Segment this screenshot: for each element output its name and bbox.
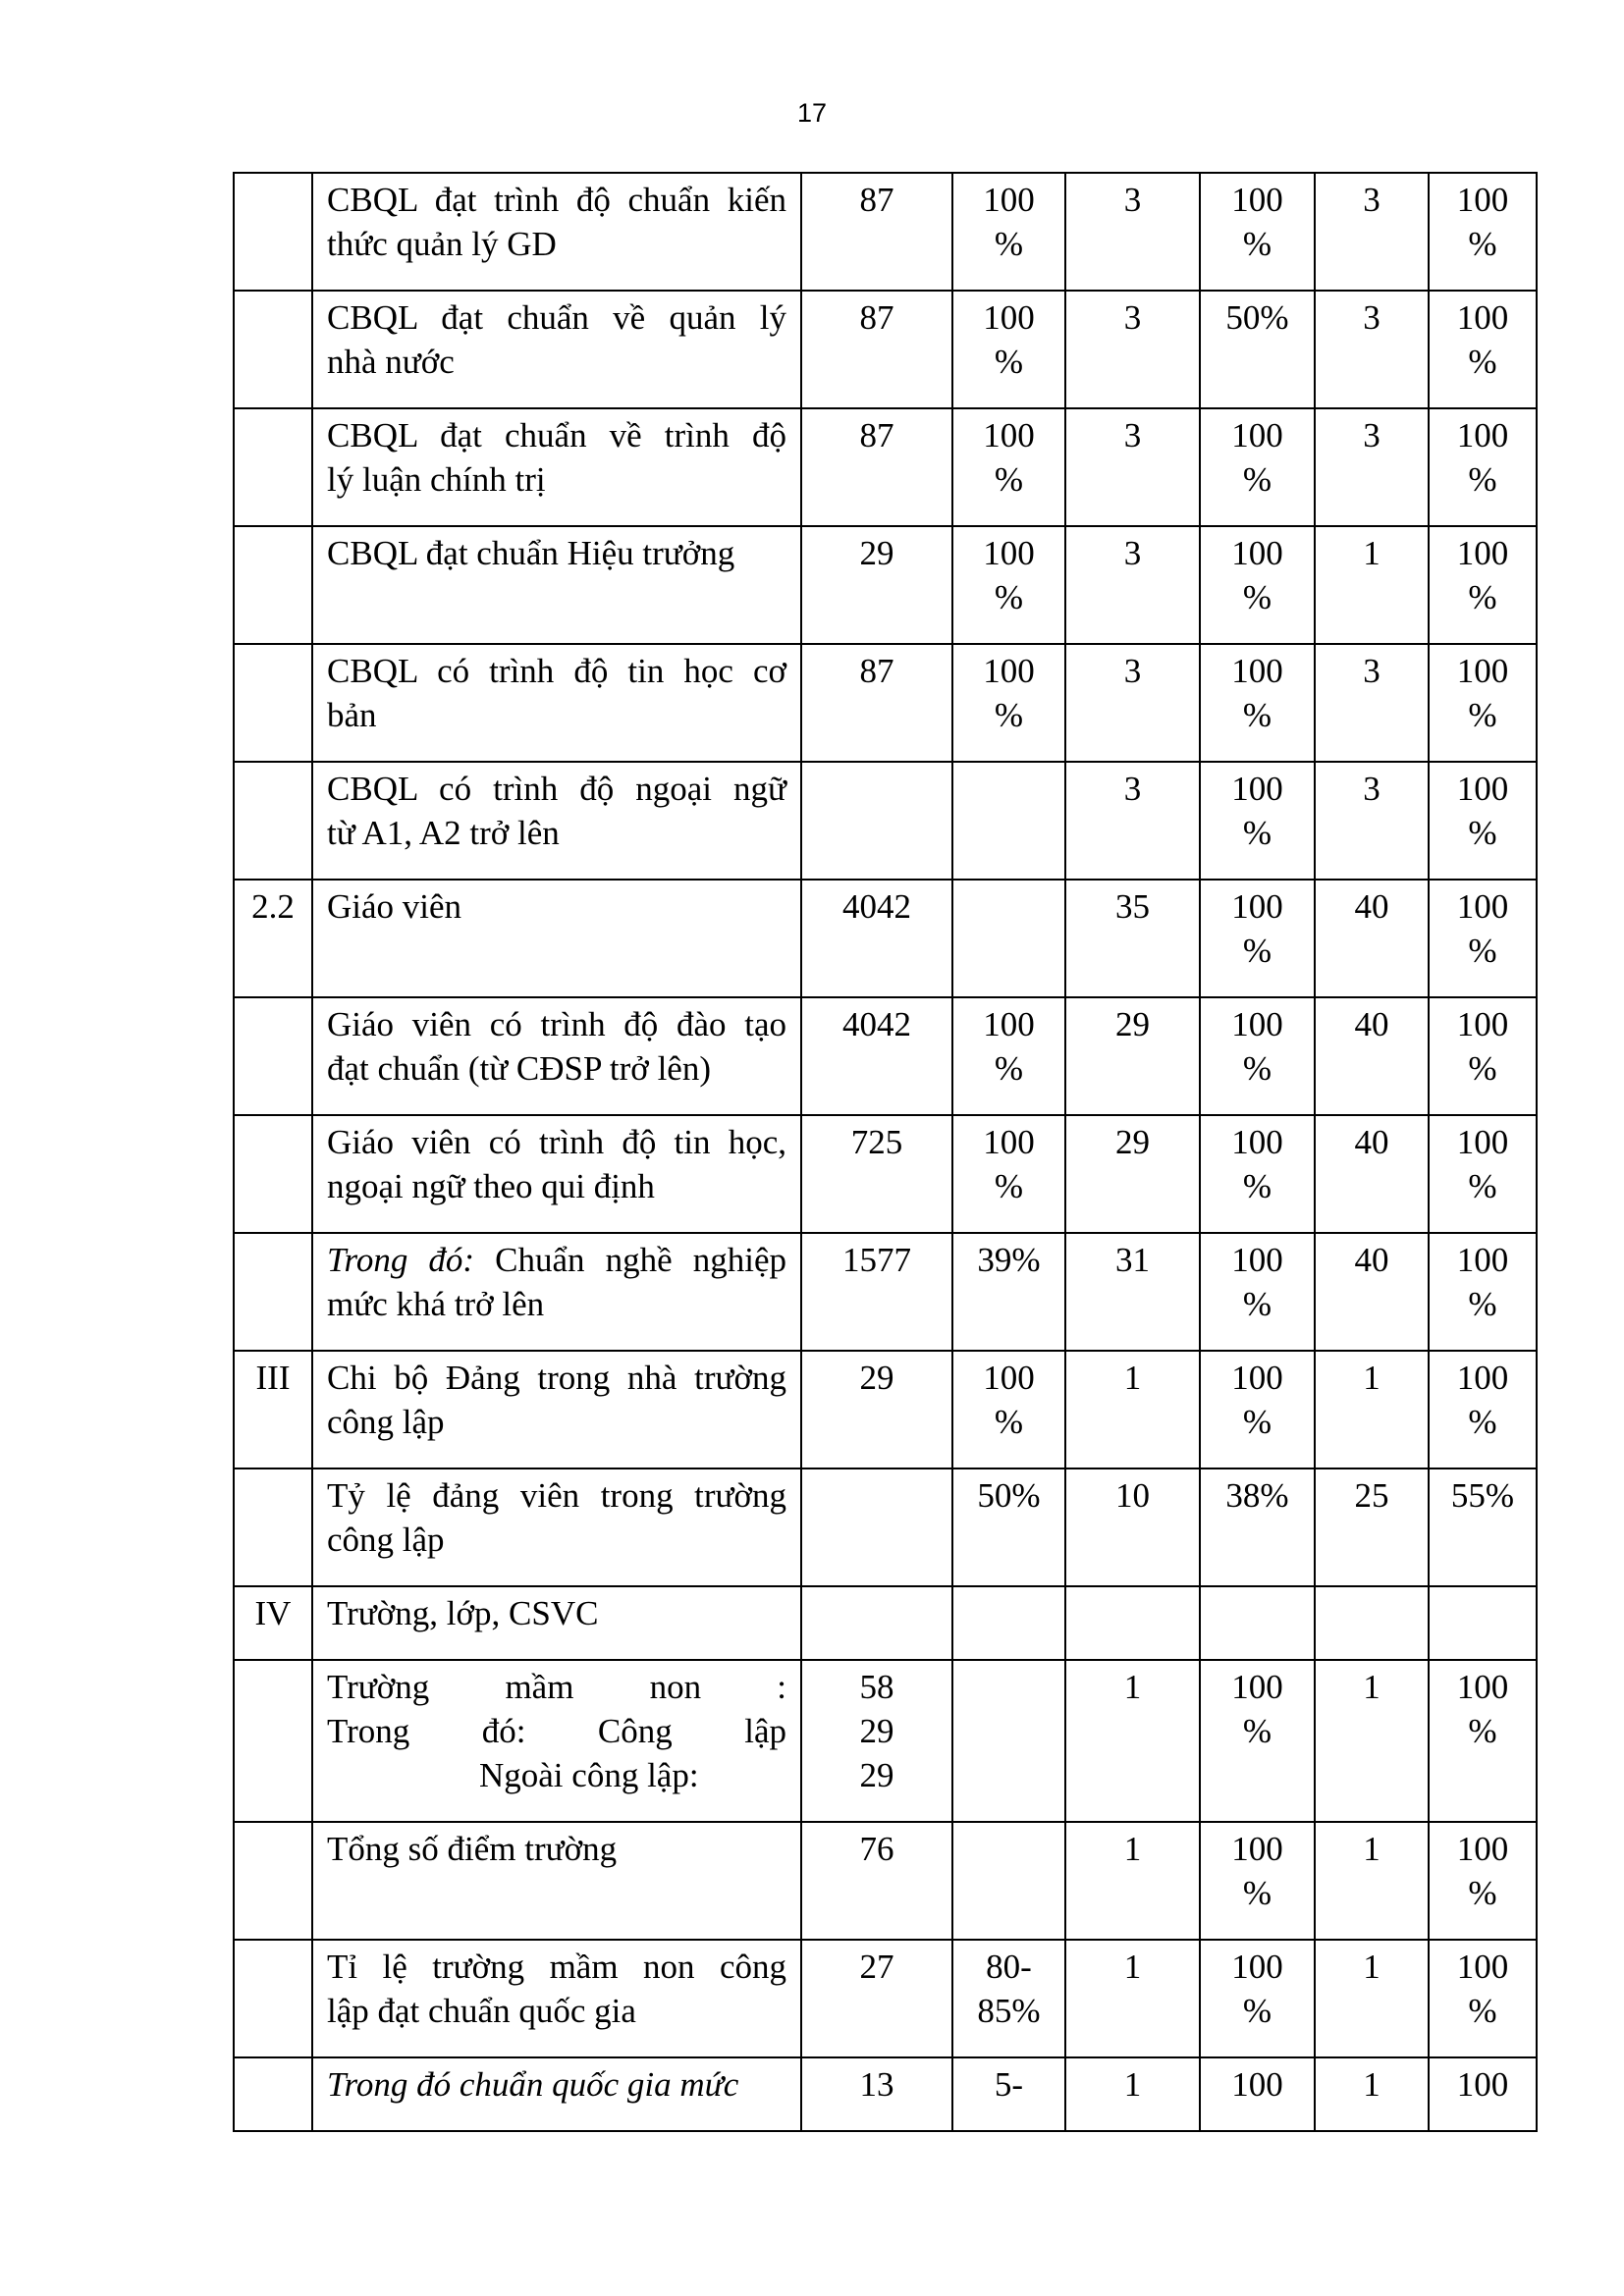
- percent-target-b-line: %: [1468, 578, 1497, 616]
- value-target-b: 40: [1315, 1115, 1429, 1233]
- row-description: [312, 997, 801, 1115]
- percent-target-b-line: 100: [1456, 298, 1509, 337]
- percent-target-a-line: 38%: [1225, 1476, 1289, 1515]
- description-line: lập đạt chuẩn quốc gia: [327, 1992, 636, 2030]
- percent-2020-line: 100: [983, 1005, 1035, 1043]
- table-row: [234, 526, 1537, 644]
- value-target-a: 1: [1065, 2057, 1200, 2131]
- row-description: [312, 1351, 801, 1468]
- table-row: [234, 1660, 1537, 1822]
- description-line: Tỷ lệ đảng viên trong trường: [327, 1476, 786, 1515]
- percent-target-a: [1200, 1940, 1315, 2057]
- value-target-a: 3: [1065, 526, 1200, 644]
- percent-target-a-line: %: [1242, 1992, 1272, 2030]
- description-line: Chi bộ Đảng trong nhà trường: [327, 1359, 786, 1397]
- description-line: Trường, lớp, CSVC: [327, 1594, 599, 1632]
- row-number: [234, 2057, 312, 2131]
- percent-target-b: [1429, 173, 1537, 291]
- percent-target-a-line: 50%: [1225, 298, 1289, 337]
- percent-target-a-line: 100: [1231, 181, 1283, 219]
- value-2020: 87: [801, 291, 952, 408]
- percent-target-a-line: %: [1242, 578, 1272, 616]
- percent-target-a-line: %: [1242, 814, 1272, 852]
- percent-target-b: [1429, 1351, 1537, 1468]
- value-target-a: 35: [1065, 880, 1200, 997]
- table-row: [234, 1822, 1537, 1940]
- value-target-a: 3: [1065, 644, 1200, 762]
- percent-2020-line: 100: [983, 1123, 1035, 1161]
- table-row: [234, 291, 1537, 408]
- percent-target-b-line: 100: [1456, 1123, 1509, 1161]
- value-target-a: 10: [1065, 1468, 1200, 1586]
- row-number: [234, 291, 312, 408]
- percent-target-b: [1429, 1115, 1537, 1233]
- percent-target-a-line: 100: [1231, 1359, 1283, 1397]
- value-target-a: 3: [1065, 291, 1200, 408]
- value-2020: 13: [801, 2057, 952, 2131]
- value-2020: [801, 762, 952, 880]
- percent-2020: [952, 1115, 1065, 1233]
- value-2020: 725: [801, 1115, 952, 1233]
- value-target-a: 3: [1065, 173, 1200, 291]
- value-target-b: 25: [1315, 1468, 1429, 1586]
- percent-2020: [952, 997, 1065, 1115]
- value-target-b: 1: [1315, 1822, 1429, 1940]
- value-target-b: 3: [1315, 408, 1429, 526]
- value-2020-line: 58: [859, 1668, 894, 1706]
- value-2020: 29: [801, 526, 952, 644]
- percent-target-a: [1200, 1822, 1315, 1940]
- row-description: [312, 762, 801, 880]
- percent-target-a-line: %: [1242, 696, 1272, 734]
- row-number: 2.2: [234, 880, 312, 997]
- value-2020: 1577: [801, 1233, 952, 1351]
- value-2020: 87: [801, 644, 952, 762]
- value-target-b: 3: [1315, 762, 1429, 880]
- value-target-b: 1: [1315, 1351, 1429, 1468]
- percent-2020-line: 80-: [986, 1948, 1032, 1986]
- value-target-b: [1315, 1586, 1429, 1660]
- percent-2020: [952, 173, 1065, 291]
- row-description: [312, 1822, 801, 1940]
- percent-target-b-line: 100: [1456, 1241, 1509, 1279]
- percent-target-b: [1429, 1586, 1537, 1660]
- row-description: [312, 1940, 801, 2057]
- description-line: đạt chuẩn (từ CĐSP trở lên): [327, 1049, 711, 1088]
- description-line: Giáo viên: [327, 887, 462, 926]
- percent-target-b-line: %: [1468, 1049, 1497, 1088]
- percent-target-b-line: 100: [1456, 770, 1509, 808]
- percent-target-b: [1429, 1468, 1537, 1586]
- percent-target-a: [1200, 997, 1315, 1115]
- description-line: Ngoài công lập:: [479, 1756, 699, 1794]
- description-line: nhà nước: [327, 343, 455, 381]
- percent-target-b: [1429, 644, 1537, 762]
- percent-target-b: [1429, 1660, 1537, 1822]
- percent-target-b-line: %: [1468, 225, 1497, 263]
- value-target-b: 40: [1315, 997, 1429, 1115]
- description-line: Tổng số điểm trường: [327, 1830, 618, 1868]
- value-target-a: 29: [1065, 997, 1200, 1115]
- value-target-b: 40: [1315, 1233, 1429, 1351]
- row-number: [234, 644, 312, 762]
- row-number: [234, 1468, 312, 1586]
- table-row: [234, 762, 1537, 880]
- table-row: [234, 1233, 1537, 1351]
- table-row: [234, 644, 1537, 762]
- row-number: [234, 1115, 312, 1233]
- percent-target-b-line: %: [1468, 1167, 1497, 1205]
- table-row: [234, 1940, 1537, 2057]
- value-2020: 76: [801, 1822, 952, 1940]
- percent-2020: [952, 1940, 1065, 2057]
- percent-2020-line: %: [994, 578, 1024, 616]
- description-line: Tỉ lệ trường mầm non công: [327, 1948, 786, 1986]
- description-line: bản: [327, 696, 377, 734]
- description-line: CBQL đạt trình độ chuẩn kiến: [327, 181, 786, 219]
- value-target-b: 3: [1315, 291, 1429, 408]
- percent-2020: [952, 1586, 1065, 1660]
- percent-2020: [952, 291, 1065, 408]
- value-target-b: 40: [1315, 880, 1429, 997]
- percent-target-a: [1200, 1233, 1315, 1351]
- row-number: [234, 1940, 312, 2057]
- description-line: Giáo viên có trình độ tin học,: [327, 1123, 786, 1161]
- percent-target-b: [1429, 408, 1537, 526]
- percent-target-a: [1200, 408, 1315, 526]
- percent-target-a-line: %: [1242, 1167, 1272, 1205]
- percent-target-a: [1200, 644, 1315, 762]
- value-target-a: 1: [1065, 1940, 1200, 2057]
- percent-target-a: [1200, 1468, 1315, 1586]
- value-2020: 27: [801, 1940, 952, 2057]
- percent-target-b-line: %: [1468, 1992, 1497, 2030]
- percent-target-a-line: %: [1242, 1049, 1272, 1088]
- percent-2020: [952, 2057, 1065, 2131]
- statistics-table: [233, 172, 1538, 2132]
- value-2020-line: 29: [859, 1712, 894, 1750]
- value-2020: [801, 1586, 952, 1660]
- percent-target-a: [1200, 1351, 1315, 1468]
- percent-target-b-line: 55%: [1450, 1476, 1515, 1515]
- value-target-a: 1: [1065, 1351, 1200, 1468]
- row-description: [312, 173, 801, 291]
- row-number: [234, 526, 312, 644]
- percent-target-b-line: 100: [1456, 1668, 1509, 1706]
- percent-target-b-line: 100: [1456, 1005, 1509, 1043]
- percent-2020: [952, 1468, 1065, 1586]
- value-target-a: 1: [1065, 1660, 1200, 1822]
- value-2020: 87: [801, 408, 952, 526]
- description-line: CBQL có trình độ tin học cơ: [327, 652, 786, 690]
- percent-target-b-line: %: [1468, 460, 1497, 499]
- percent-target-b-line: %: [1468, 1285, 1497, 1323]
- row-number: [234, 1660, 312, 1822]
- row-description: [312, 1586, 801, 1660]
- value-target-a: 3: [1065, 762, 1200, 880]
- value-target-a: 1: [1065, 1822, 1200, 1940]
- description-line: công lập: [327, 1403, 445, 1441]
- description-line: ngoại ngữ theo qui định: [327, 1167, 655, 1205]
- value-2020-line: 29: [859, 1756, 894, 1794]
- table-row: [234, 173, 1537, 291]
- percent-target-a-line: %: [1242, 932, 1272, 970]
- percent-target-a: [1200, 173, 1315, 291]
- row-number: [234, 762, 312, 880]
- percent-target-b-line: %: [1468, 696, 1497, 734]
- row-description: [312, 526, 801, 644]
- row-description: [312, 408, 801, 526]
- description-line: CBQL đạt chuẩn về trình độ: [327, 416, 786, 454]
- row-number: IV: [234, 1586, 312, 1660]
- percent-target-a: [1200, 526, 1315, 644]
- description-line: từ A1, A2 trở lên: [327, 814, 560, 852]
- percent-2020: [952, 526, 1065, 644]
- row-description: [312, 1468, 801, 1586]
- value-2020: [801, 1660, 952, 1822]
- percent-2020-line: 100: [983, 181, 1035, 219]
- percent-target-b-line: 100: [1456, 1359, 1509, 1397]
- percent-target-a: [1200, 1115, 1315, 1233]
- percent-target-a-line: 100: [1231, 887, 1283, 926]
- percent-target-b-line: 100: [1456, 1948, 1509, 1986]
- percent-target-a-line: 100: [1231, 416, 1283, 454]
- row-number: [234, 997, 312, 1115]
- percent-target-b-line: %: [1468, 814, 1497, 852]
- value-target-a: 31: [1065, 1233, 1200, 1351]
- percent-target-a-line: %: [1242, 1874, 1272, 1912]
- percent-2020: [952, 762, 1065, 880]
- row-number: [234, 408, 312, 526]
- percent-target-a-line: 100: [1231, 1005, 1283, 1043]
- value-2020: 29: [801, 1351, 952, 1468]
- description-line: Trong đó chuẩn quốc gia mức: [327, 2065, 739, 2104]
- percent-target-b: [1429, 762, 1537, 880]
- percent-target-b-line: 100: [1456, 534, 1509, 572]
- row-description: [312, 1115, 801, 1233]
- table-row: [234, 1351, 1537, 1468]
- value-target-a: 29: [1065, 1115, 1200, 1233]
- value-target-a: 3: [1065, 408, 1200, 526]
- percent-target-b: [1429, 526, 1537, 644]
- row-description: [312, 1233, 801, 1351]
- row-number: [234, 1822, 312, 1940]
- row-description: [312, 644, 801, 762]
- percent-target-a-line: 100: [1231, 1241, 1283, 1279]
- value-2020: [801, 1468, 952, 1586]
- table-row: [234, 1468, 1537, 1586]
- percent-target-b: [1429, 1822, 1537, 1940]
- percent-target-b: [1429, 880, 1537, 997]
- value-2020: 4042: [801, 880, 952, 997]
- percent-target-a-line: 100: [1231, 1830, 1283, 1868]
- page-number: 17: [796, 98, 828, 128]
- percent-2020-line: %: [994, 1167, 1024, 1205]
- percent-2020-line: 39%: [977, 1241, 1041, 1279]
- percent-target-a-line: 100: [1231, 770, 1283, 808]
- percent-target-b-line: %: [1468, 932, 1497, 970]
- description-line: CBQL có trình độ ngoại ngữ: [327, 770, 786, 808]
- value-target-b: 3: [1315, 644, 1429, 762]
- percent-2020-line: 85%: [977, 1992, 1041, 2030]
- percent-2020-line: 100: [983, 416, 1035, 454]
- percent-target-b-line: 100: [1456, 2065, 1509, 2104]
- percent-2020-line: %: [994, 1049, 1024, 1088]
- percent-2020: [952, 408, 1065, 526]
- description-line: Trong đó: Công lập: [327, 1712, 786, 1750]
- percent-target-b: [1429, 2057, 1537, 2131]
- percent-target-b: [1429, 997, 1537, 1115]
- percent-target-b-line: 100: [1456, 652, 1509, 690]
- percent-2020: [952, 1822, 1065, 1940]
- percent-target-a-line: 100: [1231, 1668, 1283, 1706]
- percent-2020: [952, 644, 1065, 762]
- description-line: Giáo viên có trình độ đào tạo: [327, 1005, 786, 1043]
- percent-2020: [952, 1233, 1065, 1351]
- percent-target-b-line: %: [1468, 1403, 1497, 1441]
- value-target-b: 1: [1315, 526, 1429, 644]
- percent-target-b: [1429, 1233, 1537, 1351]
- percent-2020-line: 5-: [994, 2065, 1024, 2104]
- percent-2020: [952, 1351, 1065, 1468]
- percent-target-b-line: 100: [1456, 416, 1509, 454]
- percent-target-a-line: 100: [1231, 1948, 1283, 1986]
- percent-2020-line: %: [994, 696, 1024, 734]
- percent-2020: [952, 1660, 1065, 1822]
- percent-target-a: [1200, 291, 1315, 408]
- percent-target-a-line: %: [1242, 1285, 1272, 1323]
- percent-target-b-line: %: [1468, 1712, 1497, 1750]
- percent-2020-line: %: [994, 343, 1024, 381]
- percent-target-a-line: 100: [1231, 2065, 1283, 2104]
- value-target-b: 1: [1315, 1660, 1429, 1822]
- percent-target-b: [1429, 1940, 1537, 2057]
- percent-target-a-line: 100: [1231, 652, 1283, 690]
- value-2020: 4042: [801, 997, 952, 1115]
- row-description: [312, 2057, 801, 2131]
- percent-2020-line: 100: [983, 1359, 1035, 1397]
- percent-2020-line: %: [994, 225, 1024, 263]
- percent-target-a-line: %: [1242, 1403, 1272, 1441]
- table-row: [234, 1115, 1537, 1233]
- description-line: Trong đó: Chuẩn nghề nghiệp: [327, 1241, 786, 1279]
- description-line: Trường mầm non :: [327, 1668, 786, 1706]
- description-line: lý luận chính trị: [327, 460, 546, 499]
- value-target-b: 3: [1315, 173, 1429, 291]
- description-line: thức quản lý GD: [327, 225, 557, 263]
- percent-target-a-line: %: [1242, 225, 1272, 263]
- row-number: [234, 1233, 312, 1351]
- percent-target-b-line: 100: [1456, 181, 1509, 219]
- percent-target-b-line: %: [1468, 343, 1497, 381]
- description-line: công lập: [327, 1521, 445, 1559]
- table-row: [234, 1586, 1537, 1660]
- description-line: CBQL đạt chuẩn về quản lý: [327, 298, 786, 337]
- percent-target-b: [1429, 291, 1537, 408]
- percent-2020-line: 50%: [977, 1476, 1041, 1515]
- row-description: [312, 880, 801, 997]
- percent-2020: [952, 880, 1065, 997]
- row-description: [312, 1660, 801, 1822]
- percent-target-a-line: %: [1242, 1712, 1272, 1750]
- percent-target-b-line: 100: [1456, 887, 1509, 926]
- row-description: [312, 291, 801, 408]
- percent-target-a: [1200, 762, 1315, 880]
- percent-2020-line: 100: [983, 534, 1035, 572]
- percent-target-a-line: %: [1242, 460, 1272, 499]
- percent-target-a: [1200, 880, 1315, 997]
- table-row: [234, 880, 1537, 997]
- percent-target-a-line: 100: [1231, 1123, 1283, 1161]
- table-row: [234, 408, 1537, 526]
- percent-target-a: [1200, 1586, 1315, 1660]
- value-2020: 87: [801, 173, 952, 291]
- description-line: CBQL đạt chuẩn Hiệu trưởng: [327, 534, 735, 572]
- percent-target-a: [1200, 2057, 1315, 2131]
- percent-target-a: [1200, 1660, 1315, 1822]
- description-italic-prefix: Trong đó:: [327, 1241, 475, 1279]
- percent-target-b-line: 100: [1456, 1830, 1509, 1868]
- percent-2020-line: 100: [983, 298, 1035, 337]
- table-row: [234, 2057, 1537, 2131]
- percent-2020-line: %: [994, 1403, 1024, 1441]
- percent-2020-line: %: [994, 460, 1024, 499]
- percent-2020-line: 100: [983, 652, 1035, 690]
- percent-target-b-line: %: [1468, 1874, 1497, 1912]
- value-target-b: 1: [1315, 1940, 1429, 2057]
- row-number: III: [234, 1351, 312, 1468]
- value-target-a: [1065, 1586, 1200, 1660]
- description-line: mức khá trở lên: [327, 1285, 545, 1323]
- value-target-b: 1: [1315, 2057, 1429, 2131]
- row-number: [234, 173, 312, 291]
- table-row: [234, 997, 1537, 1115]
- percent-target-a-line: 100: [1231, 534, 1283, 572]
